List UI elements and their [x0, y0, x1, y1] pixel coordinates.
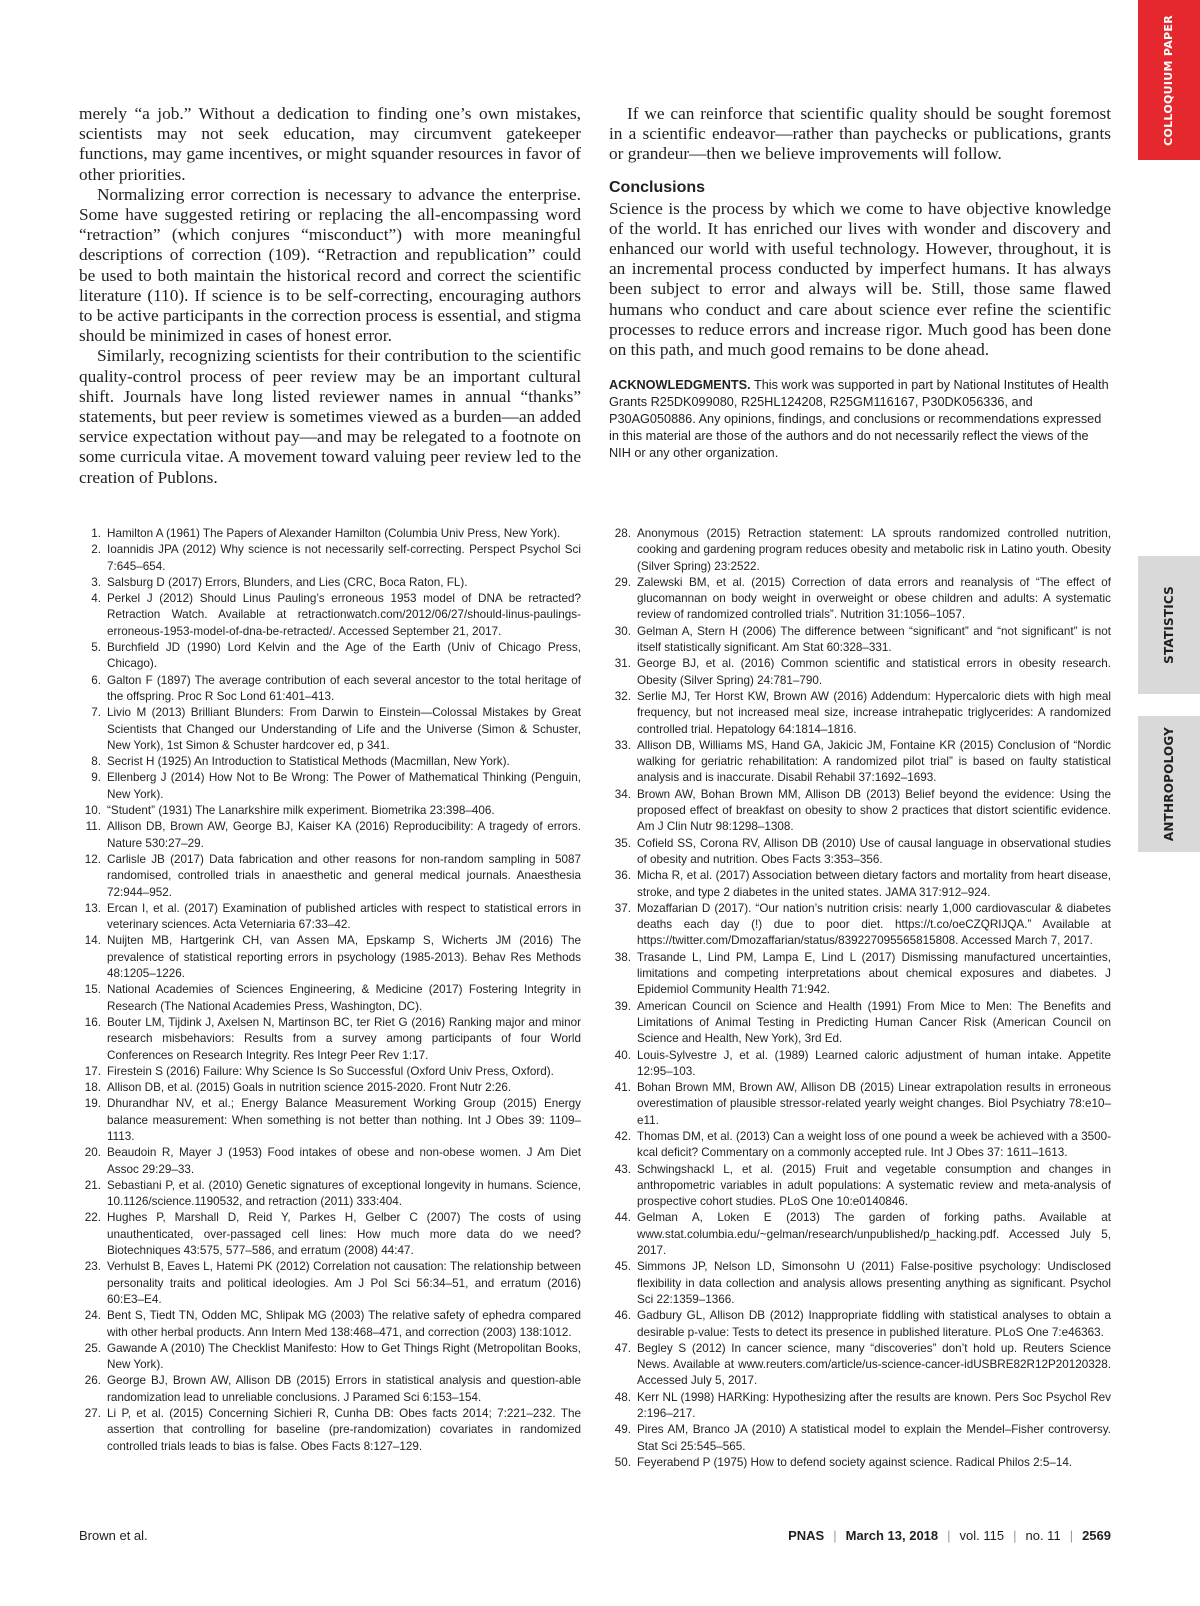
reference-text: Allison DB, Brown AW, George BJ, Kaiser KA (2016) Reproducibility: A tragedy of errors. Nature 530:27–29. [107, 820, 581, 850]
reference-text: Allison DB, Williams MS, Hand GA, Jakicic JM, Fontaine KR (2015) Conclusion of “Nordic walking for geriatric rehabilitation: A randomized pilot trial” is based on faulty statistical analysis and is inaccurate. Disabil Rehabil 37:1692–1693. [637, 738, 1111, 785]
reference-text: Serlie MJ, Ter Horst KW, Brown AW (2016) Addendum: Hypercaloric diets with high meal frequency, but not increased meal size, increase intrahepatic triglycerides: A randomized controlled trial. Hepatology 64:1814–1816. [637, 689, 1111, 736]
footer-separator: | [1069, 1528, 1074, 1543]
reference-number: 8. [91, 755, 101, 769]
reference-number: 33. [614, 738, 631, 752]
reference-item [79, 933, 581, 982]
reference-text: Salsburg D (2017) Errors, Blunders, and Lies (CRC, Boca Raton, FL). [107, 575, 468, 589]
reference-text: Li P, et al. (2015) Concerning Sichieri R, Cunha DB: Obes facts 2014; 7:221–232. The assertion that controlling for baseline (pre-randomization) covariates in randomized controlled trials leads to bias is false. Obes Facts 8:127–129. [107, 1407, 581, 1453]
reference-item [79, 542, 581, 575]
footer-journal-name: PNAS [788, 1528, 825, 1543]
reference-text: Kerr NL (1998) HARKing: Hypothesizing after the results are known. Pers Soc Psychol Rev 2:196–217. [637, 1390, 1111, 1421]
reference-number: 2. [91, 543, 101, 557]
reference-number: 25. [84, 1341, 101, 1355]
reference-number: 45. [614, 1260, 631, 1274]
reference-text: Gelman A, Loken E (2013) The garden of forking paths. Available at www.stat.columbia.edu/~gelman/research/unpublished/p_hacking.pdf. Accessed July 5, 2017. [637, 1211, 1111, 1258]
reference-item [609, 1162, 1111, 1211]
reference-number: 13. [84, 901, 101, 915]
reference-item [79, 1064, 581, 1080]
reference-number: 34. [614, 787, 631, 801]
reference-text: Sebastiani P, et al. (2010) Genetic signatures of exceptional longevity in humans. Science, 10.1126/science.1190532, and retraction (2011) 333:404. [107, 1178, 581, 1209]
reference-text: Ellenberg J (2014) How Not to Be Wrong: The Power of Mathematical Thinking (Penguin, New York). [107, 771, 581, 801]
reference-item [79, 1096, 581, 1145]
reference-item [609, 1129, 1111, 1162]
reference-item [79, 591, 581, 640]
reference-number: 42. [614, 1129, 631, 1143]
reference-item [79, 1341, 581, 1374]
reference-item [79, 852, 581, 901]
reference-number: 3. [91, 575, 101, 589]
statistics-label: STATISTICS [1162, 586, 1176, 664]
footer-separator: | [947, 1528, 951, 1543]
reference-number: 28. [614, 527, 631, 540]
reference-item [79, 1015, 581, 1064]
reference-item [609, 1308, 1111, 1341]
reference-item [609, 999, 1111, 1048]
reference-number: 27. [84, 1407, 101, 1421]
reference-number: 47. [614, 1341, 631, 1355]
reference-item [609, 1210, 1111, 1259]
reference-number: 23. [84, 1260, 101, 1274]
reference-text: Perkel J (2012) Should Linus Pauling’s erroneous 1953 model of DNA be retracted? Retraction Watch. Available at retractionwatch.com/2012/06/27/should-linus-paulings-erroneous-1953-model-of-dna-be-retracted/. Accessed September 21, 2017. [107, 592, 581, 638]
reference-number: 43. [614, 1162, 631, 1176]
reference-text: Simmons JP, Nelson LD, Simonsohn U (2011) False-positive psychology: Undisclosed flexibility in data collection and analysis allows presenting anything as significant. Psychol Sci 22:1359–1366. [637, 1260, 1111, 1306]
reference-item [79, 819, 581, 852]
reference-number: 14. [84, 934, 101, 948]
reference-number: 7. [91, 706, 101, 720]
reference-number: 40. [614, 1048, 631, 1062]
reference-text: Bent S, Tiedt TN, Odden MC, Shlipak MG (2003) The relative safety of ephedra compared with other herbal products. Ann Intern Med 138:468–471, and correction (2003) 138:1012. [107, 1309, 581, 1339]
reference-number: 48. [614, 1390, 631, 1404]
reference-number: 21. [84, 1178, 101, 1192]
acknowledgments [609, 377, 1111, 462]
reference-number: 5. [91, 641, 101, 655]
reference-number: 26. [84, 1374, 101, 1388]
reference-item [79, 754, 581, 770]
colloquium-paper-tab [1138, 0, 1200, 160]
reference-number: 49. [614, 1423, 631, 1437]
reference-item [609, 787, 1111, 836]
body-paragraph: Similarly, recognizing scientists for their contribution to the scientific quality-control process of peer review may be an important cultural shift. Journals have long listed reviewer names in annual “thanks” statements, but peer review is sometimes viewed as a burden—an added service expectation without pay—and may be relegated to a footnote on some curricula vitae. A movement toward valuing peer review led to the creation of Publons. [79, 346, 581, 487]
reference-text: Pires AM, Branco JA (2010) A statistical model to explain the Mendel–Fisher controversy. Stat Sci 25:545–565. [637, 1423, 1111, 1453]
reference-text: Gawande A (2010) The Checklist Manifesto: How to Get Things Right (Metropolitan Books, New York). [107, 1341, 581, 1372]
reference-number: 22. [84, 1211, 101, 1225]
reference-number: 19. [84, 1097, 101, 1111]
reference-text: Schwingshackl L, et al. (2015) Fruit and vegetable consumption and changes in anthropometric variables in adult populations: A systematic review and meta-analysis of prospective cohort studies. PLoS One 10:e0140846. [637, 1162, 1111, 1209]
reference-text: Zalewski BM, et al. (2015) Correction of data errors and reanalysis of “The effect of glucomannan on body weight in overweight or obese children and adults: A systematic review of randomized controlled trials”. Nutrition 31:1056–1057. [637, 575, 1111, 622]
reference-item [609, 526, 1111, 575]
reference-text: “Student” (1931) The Lanarkshire milk experiment. Biometrika 23:398–406. [107, 804, 495, 818]
reference-text: Dhurandhar NV, et al.; Energy Balance Measurement Working Group (2015) Energy balance measurement: When something is not better than nothing. Int J Obes 39: 1109–1113. [107, 1097, 581, 1143]
reference-number: 11. [85, 820, 101, 834]
reference-item [79, 982, 581, 1015]
reference-number: 1. [91, 527, 101, 540]
reference-number: 18. [84, 1081, 101, 1095]
reference-item [609, 1259, 1111, 1308]
reference-item [609, 836, 1111, 869]
reference-text: American Council on Science and Health (1991) From Mice to Men: The Benefits and Limitations of Animal Testing in Predicting Human Cancer Risk (American Council on Science and Health, New York), 3rd Ed. [637, 999, 1111, 1046]
reference-text: Thomas DM, et al. (2013) Can a weight loss of one pound a week be achieved with a 3500-kcal deficit? Commentary on a commonly accepted rule. Int J Obes 37: 1611–1613. [637, 1129, 1111, 1160]
reference-number: 24. [84, 1309, 101, 1323]
reference-text: Nuijten MB, Hartgerink CH, van Assen MA, Epskamp S, Wicherts JM (2016) The prevalence of statistical reporting errors in psychology (1985-2013). Behav Res Methods 48:1205–1226. [107, 934, 581, 981]
reference-number: 16. [84, 1015, 101, 1029]
reference-number: 29. [614, 575, 631, 589]
reference-text: Galton F (1897) The average contribution of each several ancestor to the total heritage of the offspring. Proc R Soc Lond 61:401–413. [107, 673, 581, 703]
reference-item [79, 1145, 581, 1178]
reference-item [609, 1390, 1111, 1423]
footer-separator: | [1013, 1528, 1017, 1543]
reference-number: 4. [91, 592, 101, 606]
reference-number: 35. [614, 836, 631, 850]
reference-item [79, 575, 581, 591]
reference-text: George BJ, et al. (2016) Common scientific and statistical errors in obesity research. Obesity (Silver Spring) 24:781–790. [637, 657, 1111, 687]
reference-item [79, 1308, 581, 1341]
footer-page-number: 2569 [1082, 1528, 1111, 1543]
reference-text: Trasande L, Lind PM, Lampa E, Lind L (2017) Dismissing manufactured uncertainties, limitations and competing interpretations about chemical exposures and diabetes. J Epidemiol Community Health 71:942. [637, 950, 1111, 997]
reference-number: 20. [84, 1146, 101, 1160]
reference-number: 50. [614, 1455, 631, 1469]
acknowledgments-label: ACKNOWLEDGMENTS. [609, 378, 751, 393]
reference-item [609, 1455, 1111, 1471]
reference-text: Beaudoin R, Mayer J (1953) Food intakes of obese and non-obese women. J Am Diet Assoc 29:29–33. [107, 1146, 581, 1176]
body-paragraph: merely “a job.” Without a dedication to finding one’s own mistakes, scientists may not seek education, may circumvent gatekeeper functions, may game incentives, or might squander resources in favor of other priorities. [79, 104, 581, 184]
reference-item [609, 950, 1111, 999]
reference-item [79, 901, 581, 934]
reference-text: Gadbury GL, Allison DB (2012) Inappropriate fiddling with statistical analyses to obtain a desirable p-value: Tests to detect its presence in published literature. PLoS One 7:e46363. [637, 1309, 1111, 1339]
reference-number: 17. [84, 1064, 101, 1078]
reference-item [609, 1048, 1111, 1081]
reference-item [79, 1080, 581, 1096]
reference-item [609, 868, 1111, 901]
reference-item [79, 1373, 581, 1406]
reference-text: Gelman A, Stern H (2006) The difference between “significant” and “not significant” is not itself statistically significant. Am Stat 60:328–331. [637, 624, 1111, 655]
reference-text: Allison DB, et al. (2015) Goals in nutrition science 2015-2020. Front Nutr 2:26. [107, 1081, 512, 1095]
reference-item [609, 1341, 1111, 1390]
reference-number: 36. [614, 869, 631, 883]
footer-volume: vol. 115 [959, 1528, 1005, 1543]
reference-item [609, 901, 1111, 950]
reference-item [79, 803, 581, 819]
reference-item [79, 1210, 581, 1259]
anthropology-tab [1138, 716, 1200, 852]
reference-number: 32. [614, 689, 631, 703]
acknowledgments-text: This work was supported in part by National Institutes of Health Grants R25DK099080, R25HL124208, R25GM116167, P30DK056336, and P30AG050886. Any opinions, findings, and conclusions or recommendations expressed in this material are those of the authors and do not necessarily reflect the views of the NIH or any other organization. [609, 378, 1109, 460]
reference-item [79, 770, 581, 803]
reference-text: Hamilton A (1961) The Papers of Alexander Hamilton (Columbia Univ Press, New York). [107, 527, 561, 540]
references-right-column [609, 526, 1111, 1471]
footer-issue: no. 11 [1025, 1528, 1061, 1543]
reference-number: 12. [84, 852, 101, 866]
reference-item [79, 1178, 581, 1211]
reference-item [609, 656, 1111, 689]
reference-text: Micha R, et al. (2017) Association between dietary factors and mortality from heart disease, stroke, and type 2 diabetes in the united states. JAMA 317:912–924. [637, 869, 1111, 899]
footer-journal-info [788, 1528, 1111, 1543]
reference-text: Carlisle JB (2017) Data fabrication and other reasons for non-random sampling in 5087 randomised, controlled trials in anaesthetic and general medical journals. Anaesthesia 72:944–952. [107, 852, 581, 899]
reference-text: Begley S (2012) In cancer science, many “discoveries” don’t hold up. Reuters Science News. Available at www.reuters.com/article/us-science-cancer-idUSBRE82R12P20120328. Accessed July 5, 2017. [637, 1341, 1111, 1388]
reference-text: Ioannidis JPA (2012) Why science is not necessarily self-correcting. Perspect Psychol Sci 7:645–654. [107, 543, 581, 573]
conclusions-paragraph: Science is the process by which we come to have objective knowledge of the world. It has enriched our lives with wonder and discovery and enhanced our world with useful technology. However, throughout, it is an incremental process conducted by imperfect humans. It has always been subject to error and always will be. Still, those same flawed humans who conduct and care about science ever refine the scientific processes to reduce errors and increase rigor. Much good has been done on this path, and much good remains to be done ahead. [609, 198, 1111, 360]
reference-number: 38. [614, 950, 631, 964]
reference-item [609, 624, 1111, 657]
reference-item [609, 1422, 1111, 1455]
reference-item [79, 673, 581, 706]
reference-text: Bohan Brown MM, Brown AW, Allison DB (2015) Linear extrapolation results in erroneous overestimation of plausible stressor-related yearly weight changes. Biol Psychiatry 78:e10–e11. [637, 1081, 1111, 1127]
reference-text: Ercan I, et al. (2017) Examination of published articles with respect to statistical errors in veterinary sciences. Acta Veterniaria 67:33–42. [107, 901, 581, 932]
reference-text: Mozaffarian D (2017). “Our nation’s nutrition crisis: nearly 1,000 cardiovascular & diabetes deaths each day (!) due to poor diet. https://t.co/oeCZQRIJQA.” Available at https://twitter.com/Dmozaffarian/status/839227095565815808. Accessed March 7, 2017. [637, 901, 1111, 948]
reference-item [609, 1080, 1111, 1129]
reference-number: 39. [614, 999, 631, 1013]
reference-text: National Academies of Sciences Engineering, & Medicine (2017) Fostering Integrity in Research (The National Academies Press, Washington, DC). [107, 983, 581, 1013]
reference-item [79, 1406, 581, 1455]
reference-text: Livio M (2013) Brilliant Blunders: From Darwin to Einstein—Colossal Mistakes by Great Scientists that Changed our Understanding of Life and the Universe (Simon & Schuster, New York), 1st Simon & Schuster hardcover ed, p 341. [107, 706, 581, 752]
reference-text: Cofield SS, Corona RV, Allison DB (2010) Use of causal language in observational studies of obesity and nutrition. Obes Facts 3:353–356. [637, 836, 1111, 866]
colloquium-paper-label: COLLOQUIUM PAPER [1162, 14, 1175, 146]
reference-item [79, 1259, 581, 1308]
reference-text: George BJ, Brown AW, Allison DB (2015) Errors in statistical analysis and question-able randomization lead to unreliable conclusions. J Paramed Sci 6:153–154. [107, 1374, 581, 1404]
reference-item [79, 526, 581, 542]
reference-text: Secrist H (1925) An Introduction to Statistical Methods (Macmillan, New York). [107, 755, 510, 769]
reference-text: Anonymous (2015) Retraction statement: LA sprouts randomized controlled nutrition, cooking and gardening program reduces obesity and metabolic risk in Latino youth. Obesity (Silver Spring) 23:2522. [637, 527, 1111, 573]
reference-number: 44. [614, 1211, 631, 1225]
right-body-column [609, 104, 1111, 462]
reference-number: 31. [614, 657, 631, 671]
anthropology-label: ANTHROPOLOGY [1162, 726, 1176, 842]
reference-number: 10. [84, 804, 101, 818]
conclusions-heading: Conclusions [609, 178, 706, 196]
reference-number: 15. [84, 983, 101, 997]
body-paragraph: If we can reinforce that scientific quality should be sought foremost in a scientific endeavor—rather than paychecks or publications, grants or grandeur—then we believe improvements will follow. [609, 104, 1111, 164]
left-body-column [79, 104, 581, 488]
references-left-column [79, 526, 581, 1455]
body-paragraph: Normalizing error correction is necessary to advance the enterprise. Some have suggested retiring or replacing the all-encompassing word “retraction” (which conjures “misconduct”) with more meaningful descriptions of correction (109). “Retraction and republication” could be used to both maintain the historical record and correct the scientific literature (110). If science is to be self-correcting, encouraging authors to be active participants in the correction process is essential, and stigma should be minimized in cases of honest error. [79, 184, 581, 346]
reference-text: Brown AW, Bohan Brown MM, Allison DB (2013) Belief beyond the evidence: Using the proposed effect of breakfast on obesity to show 2 practices that distort scientific evidence. Am J Clin Nutr 98:1298–1308. [637, 787, 1111, 834]
reference-item [79, 705, 581, 754]
reference-number: 41. [614, 1081, 631, 1095]
reference-number: 9. [91, 771, 101, 785]
reference-item [609, 738, 1111, 787]
reference-text: Bouter LM, Tijdink J, Axelsen N, Martinson BC, ter Riet G (2016) Ranking major and minor research misbehaviors: Results from a survey among participants of four World Conferences on Research Integrity. Res Integr Peer Rev 1:17. [107, 1015, 581, 1062]
footer-date: March 13, 2018 [845, 1528, 939, 1543]
reference-item [79, 640, 581, 673]
statistics-tab [1138, 556, 1200, 694]
reference-item [609, 575, 1111, 624]
reference-text: Hughes P, Marshall D, Reid Y, Parkes H, Gelber C (2007) The costs of using unauthenticated, over-passaged cell lines: How much more data do we need? Biotechniques 43:575, 577–586, and erratum (2008) 44:47. [107, 1211, 581, 1258]
reference-number: 6. [91, 673, 101, 687]
reference-number: 37. [614, 901, 631, 915]
reference-text: Firestein S (2016) Failure: Why Science Is So Successful (Oxford Univ Press, Oxford). [107, 1064, 554, 1078]
reference-number: 46. [614, 1309, 631, 1323]
reference-item [609, 689, 1111, 738]
reference-text: Feyerabend P (1975) How to defend society against science. Radical Philos 2:5–14. [637, 1455, 1073, 1469]
footer-separator: | [833, 1528, 837, 1543]
reference-number: 30. [614, 624, 631, 638]
reference-text: Verhulst B, Eaves L, Hatemi PK (2012) Correlation not causation: The relationship between personality traits and political ideologies. Am J Pol Sci 56:34–51, and erratum (2016) 60:E3–E4. [107, 1260, 581, 1306]
reference-text: Burchfield JD (1990) Lord Kelvin and the Age of the Earth (Univ of Chicago Press, Chicago). [107, 641, 581, 671]
reference-text: Louis-Sylvestre J, et al. (1989) Learned caloric adjustment of human intake. Appetite 12:95–103. [637, 1048, 1111, 1078]
footer-author: Brown et al. [79, 1528, 148, 1543]
